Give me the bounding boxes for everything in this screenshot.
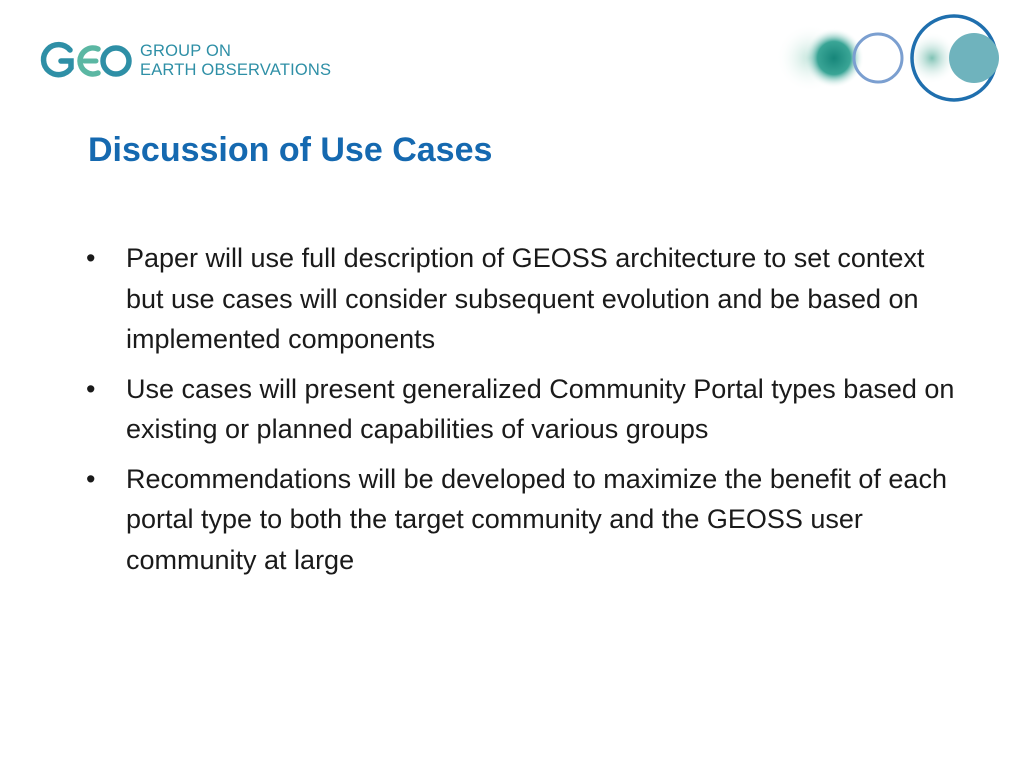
bullet-list: [86, 238, 966, 589]
bullet-text: Paper will use full description of GEOSS architecture to set context but use cases will consider subsequent evolution and be based on implemented components: [126, 243, 925, 354]
decorative-circles-graphic: [772, 10, 1012, 110]
logo-wordmark: [140, 42, 331, 80]
geo-logo: [40, 40, 340, 85]
bullet-text: Recommendations will be developed to maximize the benefit of each portal type to both the target community and the GEOSS user community at large: [126, 463, 947, 575]
geo-logo-mark-icon: [40, 40, 132, 82]
slide-title: Discussion of Use Cases: [88, 131, 493, 169]
bullet-item: [86, 369, 966, 450]
bullet-item: [86, 459, 966, 581]
bullet-text: Use cases will present generalized Community Portal types based on existing or planned capabilities of various groups: [126, 373, 955, 444]
bullet-marker: •: [86, 373, 96, 404]
bullet-marker: •: [86, 243, 96, 273]
bullet-item: [86, 238, 966, 360]
bullet-marker: •: [86, 463, 96, 494]
logo-line-2: EARTH OBSERVATIONS: [140, 61, 332, 79]
light-teal-circle: [949, 33, 999, 83]
logo-line-1: GROUP ON: [140, 42, 232, 60]
